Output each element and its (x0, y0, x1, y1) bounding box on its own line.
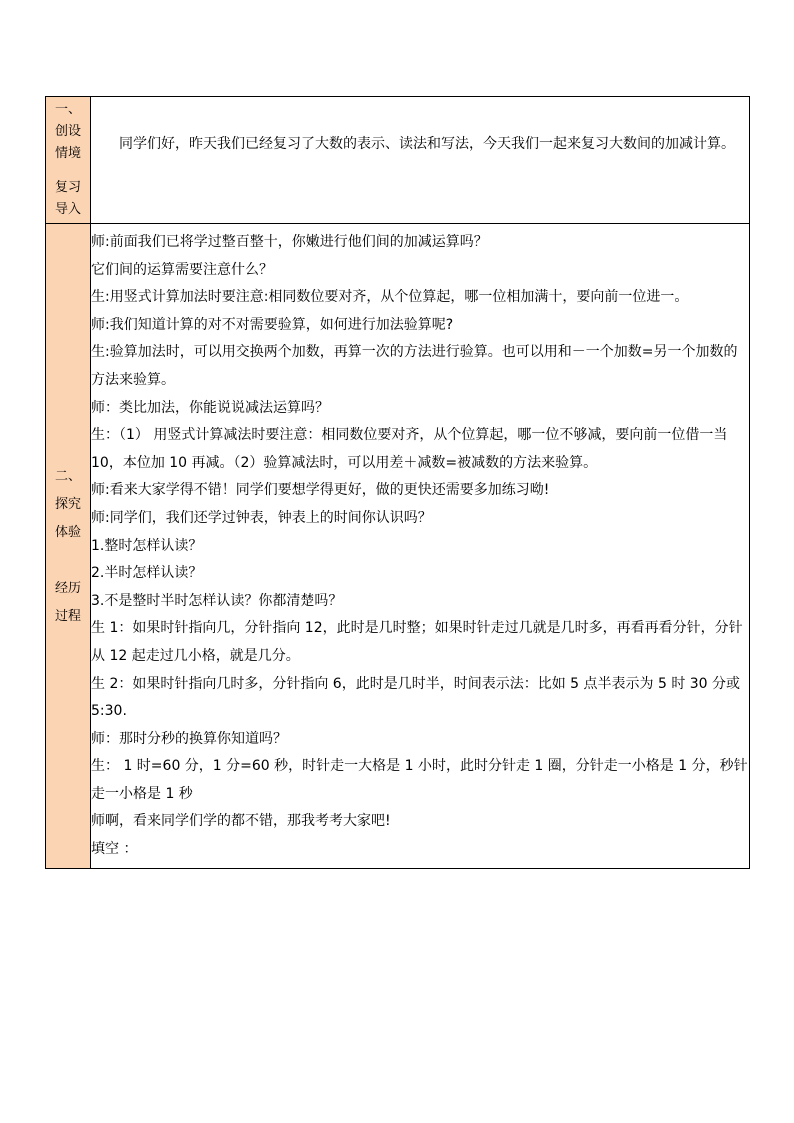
dialogue-line: 生:用竖式计算加法时要注意:相同数位要对齐，从个位算起，哪一位相加满十，要向前一位进一。 (91, 289, 689, 306)
section-1-label-line: 导入 (54, 202, 81, 217)
section-1-label (46, 97, 91, 224)
dialogue-line: 师：那时分秒的换算你知道吗？ (91, 730, 287, 747)
dialogue-line: 师啊，看来同学们学的都不错，那我考考大家吧! (91, 813, 391, 830)
dialogue-line: 生：（1） 用竖式计算减法时要注意：相同数位要对齐，从个位算起，哪一位不够减，要向前一位借一当 10，本位加 10 再减。（2）验算减法时，可以用差＋减数=被减数的方法来验算。 (91, 427, 728, 471)
section-1-row (46, 97, 750, 224)
dialogue-line: 师:我们知道计算的对不对需要验算，如何进行加法验算呢? (91, 316, 454, 333)
dialogue-line: 师:前面我们已将学过整百整十，你嫩进行他们间的加减运算吗？ (91, 234, 488, 250)
dialogue-line: 1.整时怎样认读？ (91, 537, 203, 554)
section-2-label-line: 过程 (54, 608, 81, 624)
dialogue-line: 生 1：如果时针指向几，分针指向 12，此时是几时整；如果时针走过几就是几时多，再看再看分针，分针从 12 起走过几小格，就是几分。 (91, 620, 743, 664)
dialogue-line: 师:看来大家学得不错！同学们要想学得更好，做的更快还需要多加练习呦! (91, 482, 550, 499)
section-1-content (91, 97, 750, 224)
section-1-label-line: 复习 (54, 180, 81, 195)
label-spacer (46, 165, 90, 177)
label-spacer (46, 547, 90, 575)
section-2-label-line: 体验 (54, 524, 81, 540)
section-2-label-line: 二、 (54, 468, 81, 484)
section-1-label-line: 情境 (54, 146, 81, 161)
dialogue-line: 生： 1 时=60 分，1 分=60 秒，时针走一大格是 1 小时，此时分针走 1 圈，分针走一小格是 1 分，秒针走一小格是 1 秒 (91, 758, 748, 802)
lesson-plan-table (45, 96, 750, 869)
dialogue-line: 生:验算加法时，可以用交换两个加数，再算一次的方法进行验算。也可以用和－一个加数=另一个加数的方法来验算。 (91, 344, 738, 388)
dialogue-line: 3.不是整时半时怎样认读？你都清楚吗？ (91, 592, 343, 609)
section-2-label-line: 经历 (54, 580, 81, 596)
dialogue-line: 2.半时怎样认读？ (91, 565, 203, 582)
section-2-row (46, 224, 750, 869)
dialogue-line: 它们间的运算需要注意什么？ (91, 261, 273, 278)
section-2-label (46, 224, 91, 869)
section-1-label-line: 创设 (54, 124, 81, 139)
dialogue-line: 师:同学们，我们还学过钟表，钟表上的时间你认识吗？ (91, 509, 432, 526)
section-1-label-line: 一、 (54, 102, 81, 117)
dialogue-line: 师：类比加法，你能说说减法运算吗？ (91, 399, 329, 416)
intro-paragraph: 同学们好，昨天我们已经复习了大数的表示、读法和写法，今天我们一起来复习大数间的加减计算。 (119, 136, 735, 152)
dialogue-line: 生 2：如果时针指向几时多，分针指向 6，此时是几时半，时间表示法：比如 5 点半表示为 5 时 30 分或 5:30. (91, 675, 741, 720)
dialogue-line: 填空 ： (91, 841, 138, 858)
section-2-content (91, 224, 750, 869)
section-2-label-line: 探究 (54, 496, 81, 512)
